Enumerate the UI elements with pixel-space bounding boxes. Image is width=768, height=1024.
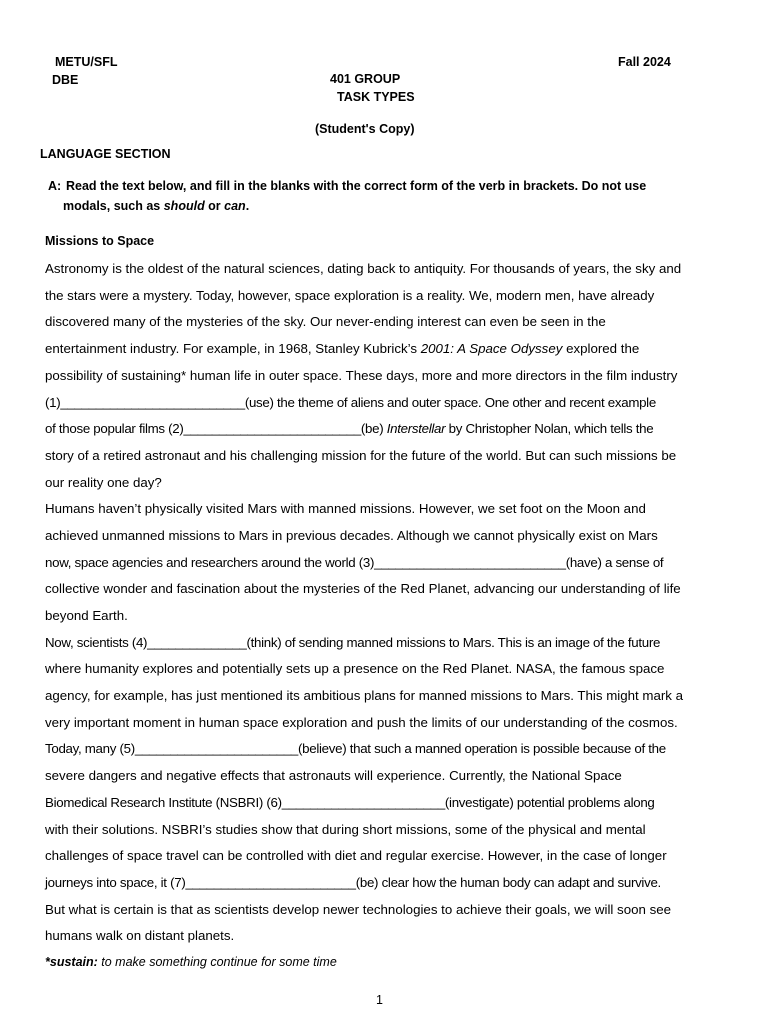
passage-line: beyond Earth. xyxy=(45,608,128,623)
passage-title: Missions to Space xyxy=(45,234,155,248)
blank-6-line: Biomedical Research Institute (NSBRI) (6)_______________________(investigate) potential problems along xyxy=(45,795,655,810)
passage-line: where humanity explores and potentially sets up a presence on the Red Planet. NASA, the famous space xyxy=(45,661,665,676)
blank-3-line: now, space agencies and researchers around the world (3)___________________________(have) a sense of xyxy=(45,555,664,570)
institution-line-1: METU/SFL xyxy=(55,55,118,69)
passage-line: humans walk on distant planets. xyxy=(45,928,235,943)
blank-1-line: (1)__________________________(use) the theme of aliens and outer space. One other and recent example xyxy=(45,395,656,410)
page-number: 1 xyxy=(376,993,383,1007)
footnote: *sustain: to make something continue for some time xyxy=(45,955,337,969)
passage-line: entertainment industry. For example, in 1968, Stanley Kubrick’s 2001: A Space Odyssey explored the xyxy=(45,341,640,356)
blank-4-line: Now, scientists (4)______________(think) of sending manned missions to Mars. This is an image of the future xyxy=(45,635,661,650)
instruction-line-1: Read the text below, and fill in the blanks with the correct form of the verb in brackets. Do not use xyxy=(66,179,647,193)
passage-line: the stars were a mystery. Today, however, space exploration is a reality. We, modern men, have already xyxy=(45,288,655,303)
passage-line: challenges of space travel can be controlled with diet and regular exercise. However, in the case of longer xyxy=(45,848,667,863)
passage-line: But what is certain is that as scientists develop newer technologies to achieve their goals, we will soon see xyxy=(45,902,672,917)
term-label: Fall 2024 xyxy=(618,55,671,69)
instruction-line-2: modals, such as should or can. xyxy=(63,199,250,213)
passage-line: story of a retired astronaut and his challenging mission for the future of the world. But can such missions be xyxy=(45,448,677,463)
section-title: LANGUAGE SECTION xyxy=(40,147,171,161)
copy-type-label: (Student's Copy) xyxy=(315,122,415,136)
passage-line: Humans haven’t physically visited Mars with manned missions. However, we set foot on the Moon and xyxy=(45,501,646,516)
passage-line: collective wonder and fascination about the mysteries of the Red Planet, advancing our understanding of life xyxy=(45,581,681,596)
instruction-prefix: A: xyxy=(48,179,62,193)
task-types-label: TASK TYPES xyxy=(337,90,415,104)
passage-line: agency, for example, has just mentioned its ambitious plans for manned missions to Mars. This might mark a xyxy=(45,688,684,703)
passage-line: possibility of sustaining* human life in outer space. These days, more and more directors in the film industry xyxy=(45,368,678,383)
blank-2-line: of those popular films (2)_________________________(be) Interstellar by Christopher Nolan, which tells the xyxy=(45,421,654,436)
passage-line: discovered many of the mysteries of the sky. Our never-ending interest can even be seen in the xyxy=(45,314,606,329)
passage-line: severe dangers and negative effects that astronauts will experience. Currently, the National Space xyxy=(45,768,622,783)
blank-7-line: journeys into space, it (7)________________________(be) clear how the human body can adapt and survive. xyxy=(45,875,661,890)
group-label: 401 GROUP xyxy=(330,72,401,86)
passage-line: Astronomy is the oldest of the natural sciences, dating back to antiquity. For thousands of years, the sky and xyxy=(45,261,682,276)
passage-line: achieved unmanned missions to Mars in previous decades. Although we cannot physically exist on Mars xyxy=(45,528,658,543)
passage-line: our reality one day? xyxy=(45,475,162,490)
passage-line: very important moment in human space exploration and push the limits of our understanding of the cosmos. xyxy=(45,715,678,730)
institution-line-2: DBE xyxy=(52,73,79,87)
blank-5-line: Today, many (5)_______________________(believe) that such a manned operation is possible because of the xyxy=(45,741,666,756)
passage-line: with their solutions. NSBRI’s studies show that during short missions, some of the physical and mental xyxy=(45,822,646,837)
